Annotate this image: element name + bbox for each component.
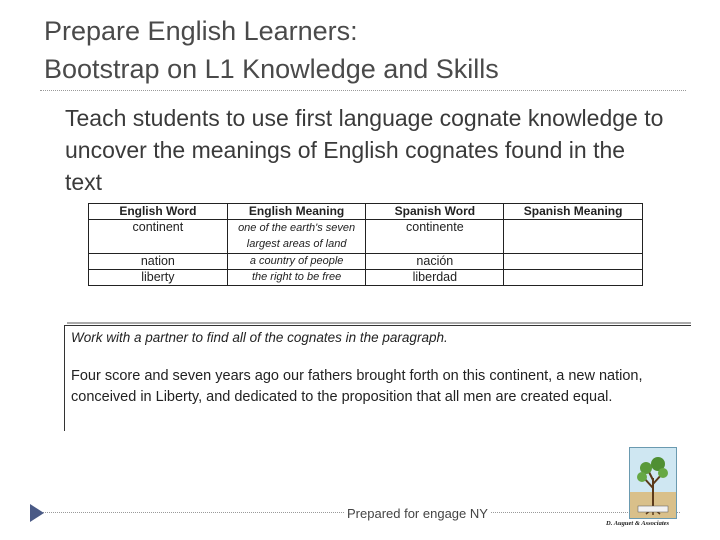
- activity-instruction: Work with a partner to find all of the cognates in the paragraph.: [71, 330, 448, 345]
- header-english-meaning: English Meaning: [227, 204, 366, 220]
- bullet-text: Teach students to use first language cognate knowledge to uncover the meanings of English cognates found in the text: [65, 105, 664, 195]
- spanish-word-cell: nación: [366, 254, 504, 270]
- spanish-word-cell: liberdad: [366, 270, 504, 286]
- english-meaning-cell: one of the earth's seven largest areas of land: [227, 220, 366, 254]
- activity-box: [64, 325, 691, 431]
- activity-box-shadow: [67, 322, 691, 324]
- footer-text: Prepared for engage NY: [347, 506, 488, 521]
- activity-paragraph: Four score and seven years ago our fathers brought forth on this continent, a new nation, conceived in Liberty, and dedicated to the proposition that all men are created equal.: [71, 368, 643, 405]
- title-line-2: Bootstrap on L1 Knowledge and Skills: [44, 54, 499, 84]
- tree-logo-graphic: [630, 448, 676, 518]
- english-meaning-cell: a country of people: [227, 254, 366, 270]
- header-spanish-meaning: Spanish Meaning: [504, 204, 643, 220]
- table-row: [89, 220, 643, 254]
- spanish-word-cell: continente: [366, 220, 504, 254]
- table-header-row: [89, 204, 643, 220]
- logo-caption: D. Auguet & Associates: [606, 520, 670, 527]
- table-row: [89, 270, 643, 286]
- english-meaning-cell: the right to be free: [227, 270, 366, 286]
- header-english-word: English Word: [89, 204, 228, 220]
- title-line-1: Prepare English Learners:: [44, 16, 358, 46]
- table-row: [89, 254, 643, 270]
- english-word-cell: continent: [89, 220, 228, 254]
- tree-logo-icon: [629, 447, 677, 519]
- slide-title: [44, 12, 684, 88]
- title-divider: [40, 90, 686, 91]
- spanish-meaning-cell: [504, 270, 643, 286]
- spanish-meaning-cell: [504, 254, 643, 270]
- header-spanish-word: Spanish Word: [366, 204, 504, 220]
- arrow-icon: [30, 504, 44, 522]
- cognate-table: [88, 203, 643, 286]
- english-word-cell: liberty: [89, 270, 228, 286]
- spanish-meaning-cell: [504, 220, 643, 254]
- english-word-cell: nation: [89, 254, 228, 270]
